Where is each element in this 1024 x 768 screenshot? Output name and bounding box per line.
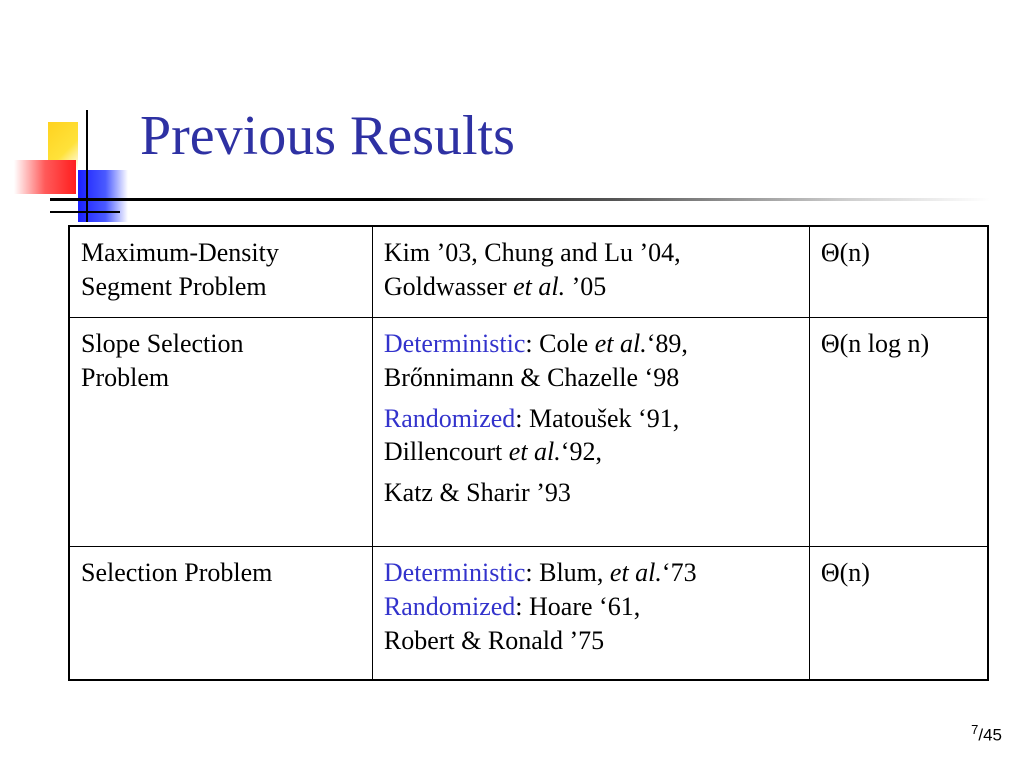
problem-cell [69,226,372,318]
randomized-paragraph [384,402,799,470]
references-cell [372,547,809,681]
current-page: 7 [971,722,979,738]
problem-name: Segment Problem [81,271,267,301]
decor-vertical-line [86,110,88,222]
et-al-italic: et al. [609,558,662,587]
et-al-italic: et al. [513,271,566,301]
complexity-cell [809,318,988,547]
deterministic-paragraph [384,327,799,395]
extra-reference-paragraph [384,476,799,510]
randomized-label: Randomized [383,403,516,433]
title-underline [50,198,990,201]
reference-text: Robert & Ronald ’75 [383,625,605,655]
reference-text: ‘89, [646,329,688,358]
total-pages: /45 [978,726,1002,745]
problem-name: Slope Selection [81,329,244,358]
problem-name: Maximum-Density [81,238,279,267]
results-table [68,225,989,681]
reference-text: : Blum, [525,558,610,587]
table-row [69,547,988,681]
problem-name: Selection Problem [81,558,273,587]
reference-text: ‘73 [661,558,697,587]
deterministic-label: Deterministic [383,558,526,587]
references-cell [372,318,809,547]
reference-text: Kim ’03, Chung and Lu ’04, [383,238,681,267]
reference-text: : Cole [525,329,595,358]
reference-text: Katz & Sharir ’93 [383,478,571,508]
reference-text: Dillencourt [383,437,509,467]
deterministic-label: Deterministic [383,329,526,358]
randomized-label: Randomized [383,591,516,621]
reference-text: Brőnnimann & Chazelle ‘98 [383,362,680,392]
complexity-cell [809,226,988,318]
problem-cell [69,547,372,681]
reference-text: : Matoušek ‘91, [515,403,680,433]
et-al-italic: et al. [594,329,647,358]
table-row [69,226,988,318]
complexity-bound: Θ(n log n) [820,329,930,358]
reference-text: Goldwasser [383,271,514,301]
decor-short-line [50,211,120,213]
references-cell [372,226,809,318]
reference-text: : Hoare ‘61, [515,591,641,621]
table-row [69,318,988,547]
et-al-italic: et al. [508,437,561,467]
decor-red-bar [14,160,76,194]
complexity-bound: Θ(n) [820,558,870,587]
reference-text: ’05 [565,271,607,301]
slide-title: Previous Results [140,105,515,167]
page-number [971,722,1002,746]
problem-cell [69,318,372,547]
complexity-bound: Θ(n) [820,238,870,267]
problem-name: Problem [81,362,170,392]
complexity-cell [809,547,988,681]
reference-text: ‘92, [560,437,602,467]
